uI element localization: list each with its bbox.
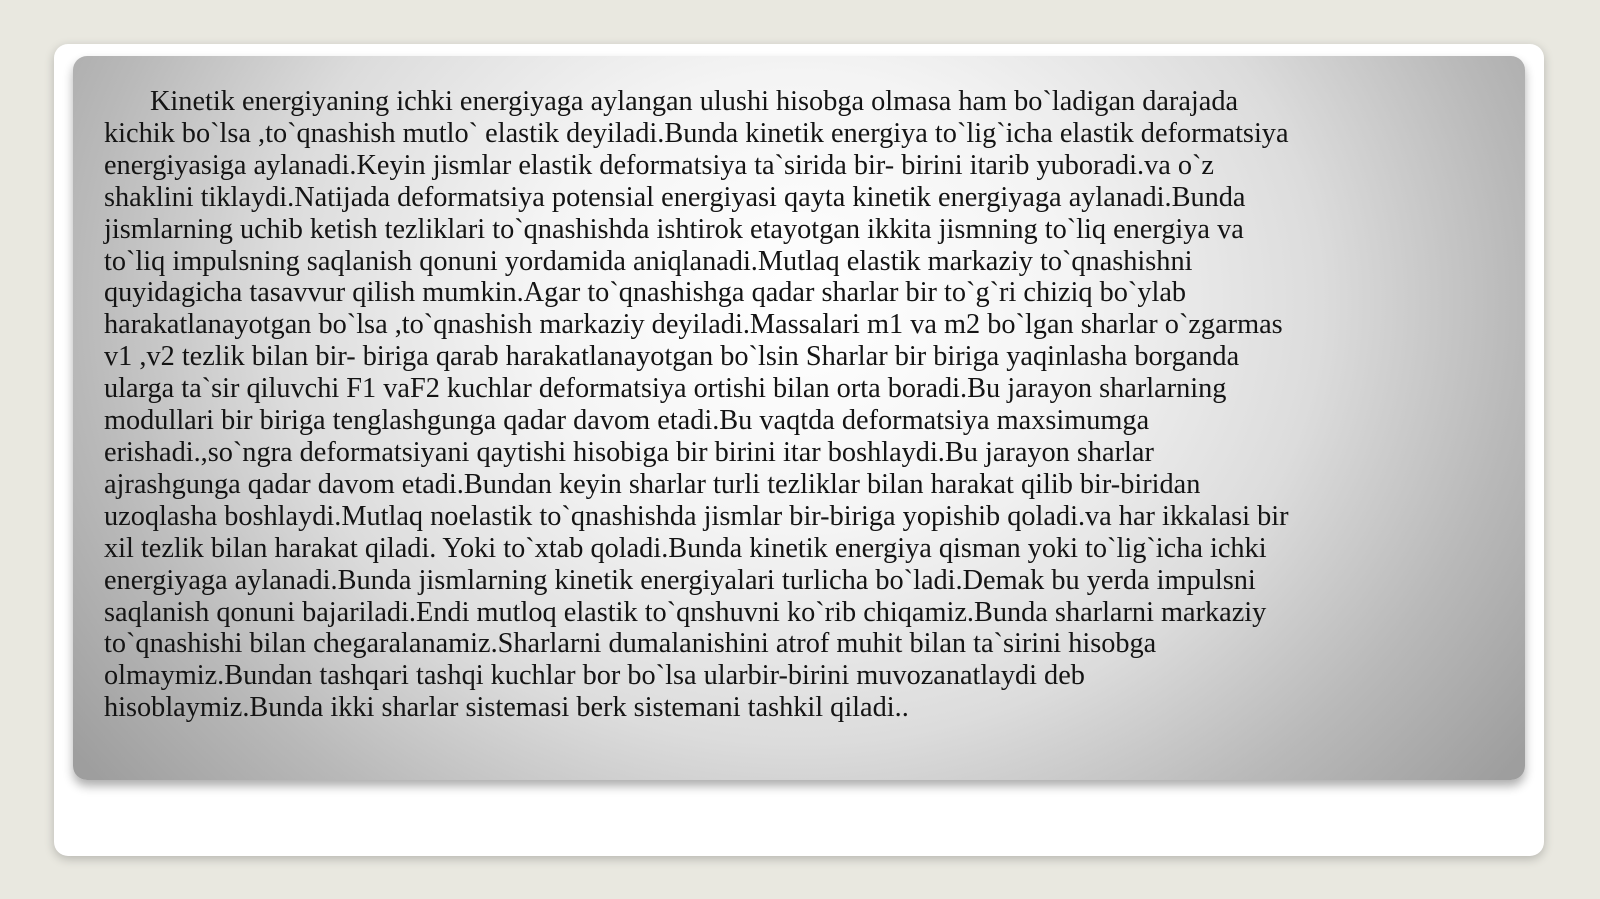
body-line: hisoblaymiz.Bunda ikki sharlar sistemasi berk sistemani tashkil qiladi.. — [104, 692, 909, 724]
body-line: to`qnashishi bilan chegaralanamiz.Sharlarni dumalanishini atrof muhit bilan ta`sirini hisobga — [104, 628, 1157, 660]
body-line: v1 ,v2 tezlik bilan bir- biriga qarab harakatlanayotgan bo`lsin Sharlar bir biriga yaqinlasha borganda — [104, 341, 1240, 373]
body-line: modullari bir biriga tenglashgunga qadar davom etadi.Bu vaqtda deformatsiya maxsimumga — [104, 405, 1150, 437]
body-line: shaklini tiklaydi.Natijada deformatsiya potensial energiyasi qayta kinetik energiyaga aylanadi.Bunda — [104, 181, 1246, 213]
body-line: jismlarning uchib ketish tezliklari to`qnashishda ishtirok etayotgan ikkita jismning to`liq energiya va — [104, 213, 1244, 245]
body-line: ularga ta`sir qiluvchi F1 vaF2 kuchlar deformatsiya ortishi bilan orta boradi.Bu jarayon sharlarning — [104, 373, 1227, 405]
body-line: quyidagicha tasavvur qilish mumkin.Agar to`qnashishga qadar sharlar bir to`g`ri chiziq bo`ylab — [104, 277, 1187, 309]
body-line: Kinetik energiyaning ichki energiyaga aylangan ulushi hisobga olmasa ham bo`ladigan darajada — [150, 86, 1239, 117]
body-line: to`liq impulsning saqlanish qonuni yordamida aniqlanadi.Mutlaq elastik markaziy to`qnashishni — [104, 245, 1193, 277]
body-line: ajrashgunga qadar davom etadi.Bundan keyin sharlar turli tezliklar bilan harakat qilib bir-biridan — [104, 468, 1201, 500]
body-line: energiyaga aylanadi.Bunda jismlarning kinetik energiyalari turlicha bo`ladi.Demak bu yerda impulsni — [104, 564, 1256, 596]
body-line: kichik bo`lsa ,to`qnashish mutlo` elastik deyiladi.Bunda kinetik energiya to`lig`icha elastik deformatsiya — [104, 117, 1289, 149]
body-paragraph — [104, 86, 1507, 724]
slide — [54, 44, 1544, 856]
body-line: energiyasiga aylanadi.Keyin jismlar elastik deformatsiya ta`sirida bir- birini itarib yuboradi.va o`z — [104, 149, 1214, 181]
body-line: xil tezlik bilan harakat qiladi. Yoki to`xtab qoladi.Bunda kinetik energiya qisman yoki to`lig`icha ichki — [104, 532, 1267, 564]
body-line: erishadi.,so`ngra deformatsiyani qaytishi hisobiga bir birini itar boshlaydi.Bu jarayon sharlar — [104, 436, 1154, 468]
body-line: saqlanish qonuni bajariladi.Endi mutloq elastik to`qnshuvni ko`rib chiqamiz.Bunda sharlarni markaziy — [104, 596, 1267, 628]
body-line: olmaymiz.Bundan tashqari tashqi kuchlar bor bo`lsa ularbir-birini muvozanatlaydi deb — [104, 660, 1085, 692]
body-line: harakatlanayotgan bo`lsa ,to`qnashish markaziy deyiladi.Massalari m1 va m2 bo`lgan sharlar o`zgarmas — [104, 309, 1283, 341]
body-line: uzoqlasha boshlaydi.Mutlaq noelastik to`qnashishda jismlar bir-biriga yopishib qoladi.va har ikkalasi bir — [104, 500, 1289, 532]
text-panel — [73, 56, 1525, 780]
